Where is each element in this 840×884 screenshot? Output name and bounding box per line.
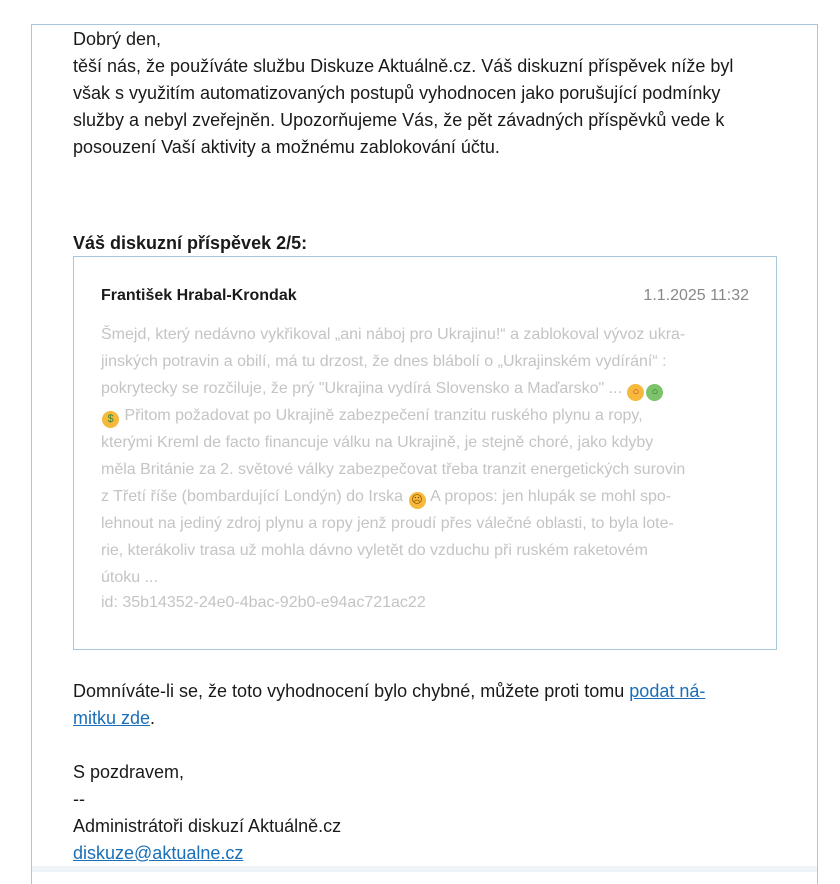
intro-line: služby a nebyl zveřejněn. Upozorňujeme Vás, že pět závadných příspěvků vede k (73, 110, 725, 130)
money-emoji-icon: $ (102, 411, 119, 428)
post-line: lehnout na jediný zdroj plynu a ropy jenž proudí přes válečné oblasti, to byla lote- (101, 515, 674, 532)
signature-closing: S pozdravem, (73, 762, 185, 782)
vomit-emoji-icon: ○ (646, 384, 663, 401)
post-line: útoku ... (101, 569, 158, 586)
post-line: Šmejd, který nedávno vykřikoval „ani náboj pro Ukrajinu!“ a zablokoval vývoz ukra- (101, 326, 686, 343)
greeting: Dobrý den, (73, 29, 162, 49)
intro-line: těší nás, že používáte službu Diskuze Aktuálně.cz. Váš diskuzní příspěvek níže byl (73, 56, 734, 76)
post-line (101, 483, 753, 510)
post-line (101, 375, 753, 402)
post-line (101, 402, 753, 429)
post-line: kterými Kreml de facto financuje válku na Ukrajině, je stejně choré, jako kdyby (101, 434, 654, 451)
appeal-paragraph (73, 678, 783, 732)
appeal-text-end: . (150, 708, 156, 728)
post-line: měla Británie za 2. světové války zabezpečovat třeba tranzit energetických surovin (101, 461, 686, 478)
post-line-text: A propos: jen hlupák se mohl spo- (426, 488, 672, 505)
post-line: rie, kterákoliv trasa už mohla dávno vyletět do vzduchu při ruském raketovém (101, 542, 648, 559)
post-author: František Hrabal-Krondak (101, 287, 297, 304)
contact-email-link[interactable]: diskuze@aktualne.cz (73, 843, 244, 863)
intro-line: posouzení Vaší aktivity a možnému zablokování účtu. (73, 137, 500, 157)
appeal-text: Domníváte-li se, že toto vyhodnocení bylo chybné, můžete proti tomu (73, 681, 630, 701)
post-section-title: Váš diskuzní příspěvek 2/5: (73, 233, 308, 253)
signature-sender: Administrátoři diskuzí Aktuálně.cz (73, 816, 342, 836)
intro-line: však s využitím automatizovaných postupů vyhodnocen jako porušující podmínky (73, 83, 721, 103)
intro-paragraph (73, 53, 783, 161)
post-line-text: Přitom požadovat po Ukrajině zabezpečení tranzitu ruského plynu a ropy, (120, 407, 643, 424)
post-body (101, 321, 753, 591)
appeal-link-part[interactable]: mitku zde (73, 708, 151, 728)
post-date: 1.1.2025 11:32 (643, 287, 749, 304)
post-line: jinských potravin a obilí, má tu drzost, že dnes blábolí o „Ukrajinském vydírání“ : (101, 353, 667, 370)
appeal-link-part[interactable]: podat ná- (629, 681, 706, 701)
post-line-text: pokrytecky se rozčiluje, že prý "Ukrajina vydírá Slovensko a Maďarsko" ... (101, 380, 622, 397)
rejected-post-card (73, 256, 777, 650)
post-id: id: 35b14352-24e0-4bac-92b0-e94ac721ac22 (101, 594, 426, 611)
signature-separator: -- (73, 789, 85, 809)
scream-emoji-icon: ○ (627, 384, 644, 401)
post-line-text: z Třetí říše (bombardující Londýn) do Irska (101, 488, 404, 505)
sad-emoji-icon: ☹ (409, 492, 426, 509)
signature (73, 759, 783, 867)
